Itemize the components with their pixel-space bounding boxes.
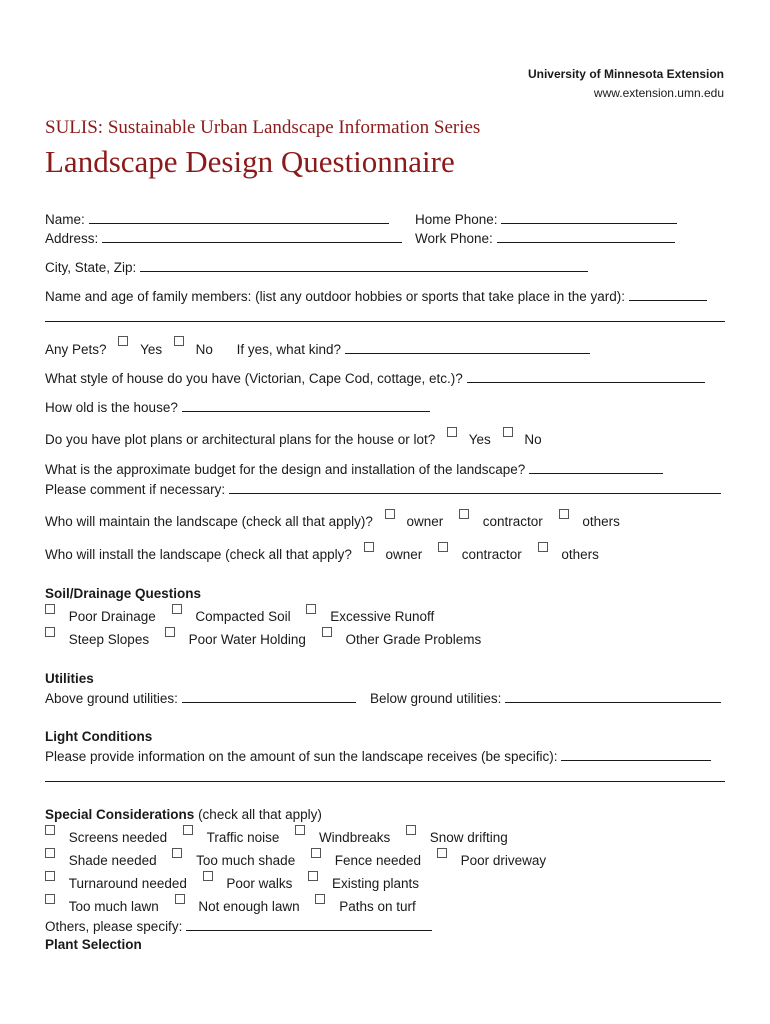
special-heading: Special Considerations <box>45 807 195 822</box>
poor-driveway-checkbox[interactable] <box>437 848 447 858</box>
home-phone-field[interactable] <box>501 211 677 224</box>
too-much-shade-label: Too much shade <box>196 853 296 868</box>
pets-no-label: No <box>195 342 213 357</box>
below-label: Below ground utilities: <box>370 691 502 706</box>
windbreaks-checkbox[interactable] <box>295 825 305 835</box>
not-enough-lawn-label: Not enough lawn <box>198 899 300 914</box>
maintain-owner-label: owner <box>406 514 444 529</box>
city-row <box>45 259 588 276</box>
other-grade-problems-label: Other Grade Problems <box>345 632 482 647</box>
org-name: University of Minnesota Extension <box>527 67 724 81</box>
others-row <box>45 918 432 935</box>
shade-needed-checkbox[interactable] <box>45 848 55 858</box>
pets-kind-field[interactable] <box>345 341 590 354</box>
work-phone-row <box>415 230 675 247</box>
too-much-lawn-label: Too much lawn <box>68 899 159 914</box>
maintain-others-label: others <box>582 514 620 529</box>
above-row <box>45 690 356 707</box>
below-field[interactable] <box>505 690 721 703</box>
poor-water-holding-checkbox[interactable] <box>165 627 175 637</box>
plant-heading: Plant Selection <box>45 937 142 952</box>
install-label: Who will install the landscape (check all that apply? <box>45 547 352 562</box>
special-row-3 <box>45 876 419 892</box>
existing-plants-label: Existing plants <box>331 876 419 891</box>
house-style-label: What style of house do you have (Victorian, Cape Cod, cottage, etc.)? <box>45 371 463 386</box>
maintain-contractor-checkbox[interactable] <box>459 509 469 519</box>
series-title: SULIS: Sustainable Urban Landscape Information Series <box>45 117 481 138</box>
pets-no-checkbox[interactable] <box>174 336 184 346</box>
fence-needed-label: Fence needed <box>334 853 422 868</box>
snow-drifting-label: Snow drifting <box>429 830 508 845</box>
poor-walks-label: Poor walks <box>226 876 293 891</box>
others-label: Others, please specify: <box>45 919 183 934</box>
fence-needed-checkbox[interactable] <box>311 848 321 858</box>
special-heading-row <box>45 807 322 823</box>
traffic-noise-label: Traffic noise <box>206 830 280 845</box>
family-label: Name and age of family members: (list any outdoor hobbies or sports that take place in the yard): <box>45 289 626 304</box>
house-age-label: How old is the house? <box>45 400 178 415</box>
excessive-runoff-label: Excessive Runoff <box>330 609 435 624</box>
address-field[interactable] <box>102 230 402 243</box>
house-style-row <box>45 370 705 387</box>
org-url[interactable]: www.extension.umn.edu <box>593 86 724 100</box>
paths-on-turf-label: Paths on turf <box>339 899 416 914</box>
install-contractor-checkbox[interactable] <box>438 542 448 552</box>
home-phone-label: Home Phone: <box>415 212 498 227</box>
soil-heading: Soil/Drainage Questions <box>45 586 202 601</box>
city-field[interactable] <box>140 259 588 272</box>
work-phone-label: Work Phone: <box>415 231 493 246</box>
compacted-soil-checkbox[interactable] <box>172 604 182 614</box>
pets-yes-label: Yes <box>140 342 163 357</box>
poor-drainage-checkbox[interactable] <box>45 604 55 614</box>
address-label: Address: <box>45 231 99 246</box>
special-row-4 <box>45 899 416 915</box>
pets-row <box>45 341 590 358</box>
city-label: City, State, Zip: <box>45 260 137 275</box>
above-label: Above ground utilities: <box>45 691 178 706</box>
below-row <box>370 690 721 707</box>
plans-yes-label: Yes <box>468 432 491 447</box>
shade-needed-label: Shade needed <box>68 853 157 868</box>
utilities-heading: Utilities <box>45 671 94 686</box>
maintain-contractor-label: contractor <box>482 514 543 529</box>
install-contractor-label: contractor <box>461 547 522 562</box>
windbreaks-label: Windbreaks <box>318 830 391 845</box>
turnaround-needed-label: Turnaround needed <box>68 876 187 891</box>
address-row <box>45 230 402 247</box>
steep-slopes-label: Steep Slopes <box>68 632 150 647</box>
screens-needed-checkbox[interactable] <box>45 825 55 835</box>
pets-yes-checkbox[interactable] <box>118 336 128 346</box>
special-row-2 <box>45 853 546 869</box>
others-field[interactable] <box>186 918 432 931</box>
install-owner-label: owner <box>385 547 423 562</box>
family-row <box>45 288 707 305</box>
soil-row-2 <box>45 632 481 648</box>
light-field[interactable] <box>561 748 711 761</box>
turnaround-needed-checkbox[interactable] <box>45 871 55 881</box>
house-age-row <box>45 399 430 416</box>
maintain-others-checkbox[interactable] <box>559 509 569 519</box>
too-much-lawn-checkbox[interactable] <box>45 894 55 904</box>
install-others-checkbox[interactable] <box>538 542 548 552</box>
traffic-noise-checkbox[interactable] <box>183 825 193 835</box>
plans-row <box>45 432 542 448</box>
name-field[interactable] <box>89 211 389 224</box>
name-row <box>45 211 389 228</box>
screens-needed-label: Screens needed <box>68 830 168 845</box>
light-label: Please provide information on the amount of sun the landscape receives (be specific): <box>45 749 558 764</box>
pets-label: Any Pets? <box>45 342 107 357</box>
house-age-field[interactable] <box>182 399 430 412</box>
above-field[interactable] <box>182 690 356 703</box>
install-owner-checkbox[interactable] <box>364 542 374 552</box>
family-field[interactable] <box>629 288 707 301</box>
steep-slopes-checkbox[interactable] <box>45 627 55 637</box>
light-row <box>45 748 711 765</box>
existing-plants-checkbox[interactable] <box>308 871 318 881</box>
poor-drainage-label: Poor Drainage <box>68 609 156 624</box>
family-field-line[interactable] <box>45 321 725 322</box>
plans-no-label: No <box>524 432 542 447</box>
plans-yes-checkbox[interactable] <box>447 427 457 437</box>
maintain-row <box>45 514 620 530</box>
name-label: Name: <box>45 212 85 227</box>
home-phone-row <box>415 211 677 228</box>
maintain-owner-checkbox[interactable] <box>385 509 395 519</box>
poor-walks-checkbox[interactable] <box>203 871 213 881</box>
install-row <box>45 547 599 563</box>
excessive-runoff-checkbox[interactable] <box>306 604 316 614</box>
light-field-line[interactable] <box>45 781 725 782</box>
install-others-label: others <box>561 547 599 562</box>
budget-label: What is the approximate budget for the design and installation of the landscape? <box>45 462 526 477</box>
other-grade-problems-checkbox[interactable] <box>322 627 332 637</box>
special-row-1 <box>45 830 508 846</box>
light-heading: Light Conditions <box>45 729 153 744</box>
soil-row-1 <box>45 609 434 625</box>
work-phone-field[interactable] <box>497 230 675 243</box>
not-enough-lawn-checkbox[interactable] <box>175 894 185 904</box>
pets-kind-label: If yes, what kind? <box>236 342 341 357</box>
compacted-soil-label: Compacted Soil <box>195 609 291 624</box>
special-note: (check all that apply) <box>198 807 322 822</box>
comment-row <box>45 481 721 498</box>
comment-field[interactable] <box>229 481 721 494</box>
budget-row <box>45 461 663 478</box>
poor-driveway-label: Poor driveway <box>460 853 547 868</box>
comment-label: Please comment if necessary: <box>45 482 226 497</box>
snow-drifting-checkbox[interactable] <box>406 825 416 835</box>
poor-water-holding-label: Poor Water Holding <box>188 632 306 647</box>
page-title: Landscape Design Questionnaire <box>45 144 455 179</box>
paths-on-turf-checkbox[interactable] <box>315 894 325 904</box>
plans-no-checkbox[interactable] <box>503 427 513 437</box>
house-style-field[interactable] <box>467 370 705 383</box>
too-much-shade-checkbox[interactable] <box>172 848 182 858</box>
budget-field[interactable] <box>529 461 663 474</box>
maintain-label: Who will maintain the landscape (check all that apply)? <box>45 514 373 529</box>
plans-label: Do you have plot plans or architectural plans for the house or lot? <box>45 432 436 447</box>
